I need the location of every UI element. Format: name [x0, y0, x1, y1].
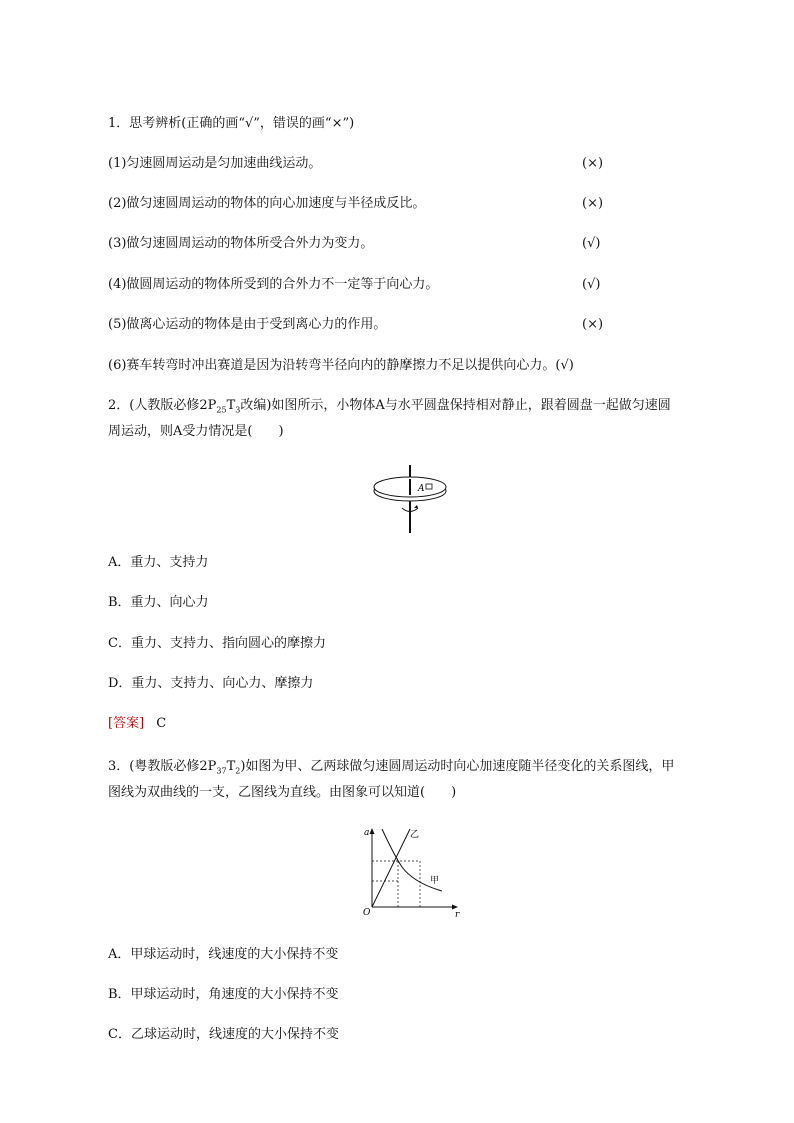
q3-stem-text: )如图为甲、乙两球做匀速圆周运动时向心加速度随半径变化的关系图线，甲	[240, 759, 675, 774]
q1-mark-3: (√)	[582, 236, 601, 251]
q2-stem-text: 改编)如图所示，小物体A与水平圆盘保持相对静止，跟着圆盘一起做匀速圆	[240, 398, 671, 413]
q1-item-3: (3)做匀速圆周运动的物体所受合外力为变力。	[108, 236, 374, 251]
small-object-block	[426, 484, 432, 489]
q1-item-2: (2)做匀速圆周运动的物体的向心加速度与半径成反比。	[108, 196, 426, 211]
q1-mark-2: (×)	[582, 196, 604, 211]
q1-item-5: (5)做离心运动的物体是由于受到离心力的作用。	[108, 317, 387, 332]
line-yi-label: 乙	[410, 830, 420, 840]
q1-item-4: (4)做圆周运动的物体所受到的合外力不一定等于向心力。	[108, 277, 439, 292]
curve-jia-label: 甲	[430, 876, 440, 886]
rotation-arrowhead	[414, 505, 418, 508]
q3-option-a: A．甲球运动时，线速度的大小保持不变	[108, 947, 339, 962]
q2-number: 2．(人教版必修	[108, 398, 200, 413]
q2-option-b: B．重力、向心力	[108, 595, 209, 610]
q3-ref: $2P_{37}T_2$	[199, 759, 241, 776]
origin-label: O	[363, 908, 371, 918]
q1-item-1: (1)匀速圆周运动是匀加速曲线运动。	[108, 156, 322, 171]
q3-stem-line1	[108, 759, 674, 780]
q1-mark-4: (√)	[582, 277, 601, 292]
x-axis-arrowhead	[452, 905, 458, 910]
q1-mark-5: (×)	[582, 317, 604, 332]
q2-option-a: A．重力、支持力	[108, 555, 209, 570]
q3-stem-line2: 图线为双曲线的一支，乙图线为直线。由图象可以知道( )	[108, 785, 457, 800]
answer-value: C	[156, 716, 167, 731]
line-yi	[372, 829, 410, 907]
q1-title: 1．思考辨析(正确的画“√”，错误的画“×”)	[108, 116, 355, 131]
rotating-disc-figure	[372, 465, 462, 535]
y-axis-label: a	[364, 828, 370, 838]
x-axis-label: r	[455, 910, 460, 920]
q2-option-c: C．重力、支持力、指向圆心的摩擦力	[108, 636, 326, 651]
q3-option-b: B．甲球运动时，角速度的大小保持不变	[108, 987, 339, 1002]
object-label: A	[418, 484, 425, 494]
answer-tag: [答案]	[108, 716, 145, 731]
q2-option-d: D．重力、支持力、向心力、摩擦力	[108, 676, 314, 691]
acceleration-radius-graph	[360, 825, 470, 920]
q1-mark-1: (×)	[582, 156, 604, 171]
q1-item-6: (6)赛车转弯时冲出赛道是因为沿转弯半径向内的静摩擦力不足以提供向心力。(√)	[108, 358, 574, 373]
q2-ref: $2P_{25}T_3$	[199, 398, 241, 415]
q2-answer	[108, 716, 166, 732]
q3-option-c: C．乙球运动时，线速度的大小保持不变	[108, 1027, 339, 1042]
q2-stem-line1	[108, 398, 671, 419]
q3-number: 3．(粤教版必修	[108, 759, 200, 774]
q2-stem-line2: 周运动，则A受力情况是( )	[108, 424, 284, 439]
y-axis-arrowhead	[370, 828, 375, 834]
